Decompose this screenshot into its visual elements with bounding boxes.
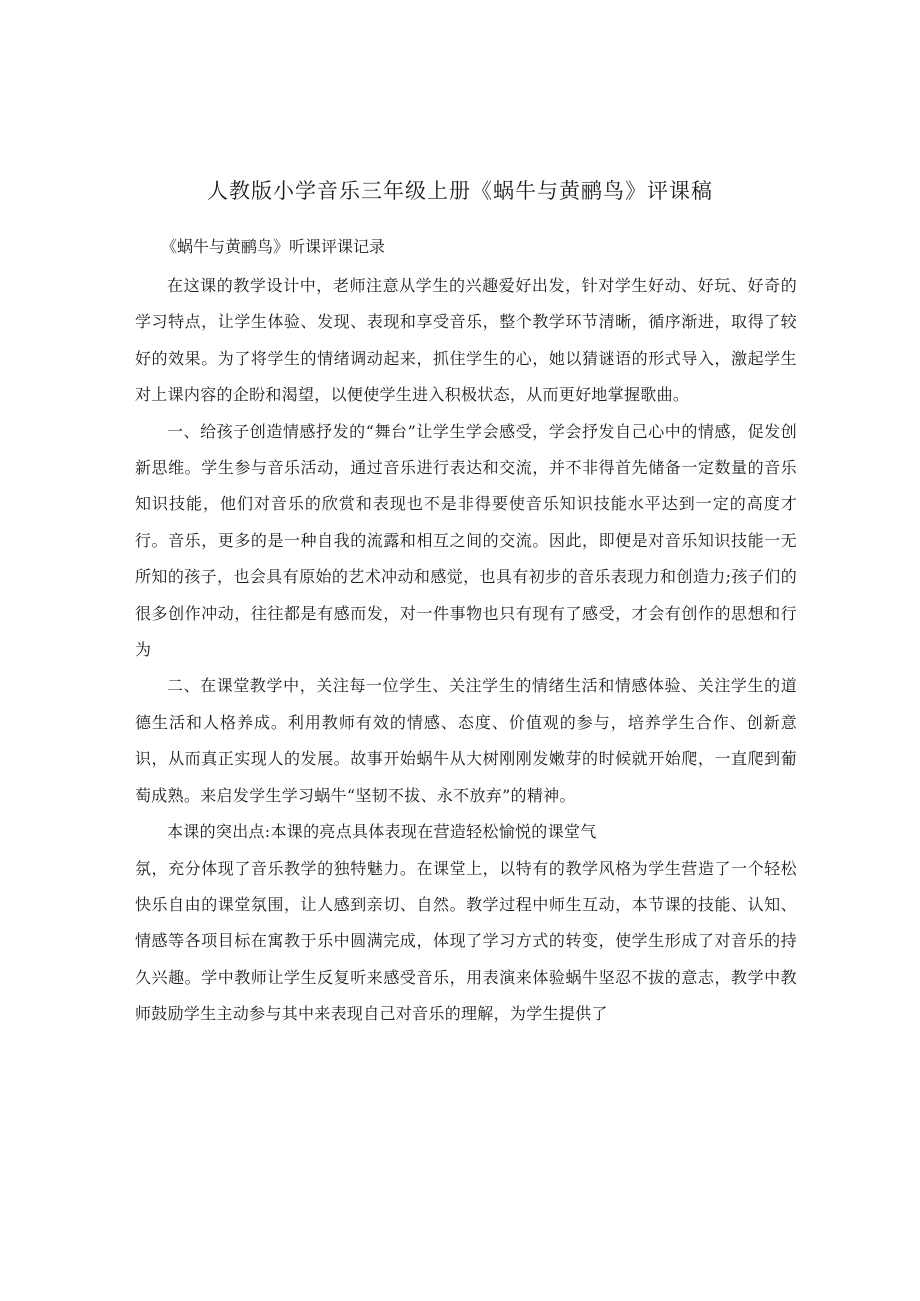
paragraph-point-one: 一、给孩子创造情感抒发的“舞台”让学生学会感受，学会抒发自己心中的情感，促发创新思维。学生参与音乐活动，通过音乐进行表达和交流，并不非得首先储备一定数量的音乐知识技能，他们对音乐的欣赏和表现也不是非得要使音乐知识技能水平达到一定的高度才行。音乐，更多的是一种自我的流露和相互之间的交流。因此，即便是对音乐知识技能一无所知的孩子，也会具有原始的艺术冲动和感觉，也具有初步的音乐表现力和创造力;孩子们的很多创作冲动，往往都是有感而发，对一件事物也只有现有了感受，才会有创作的思想和行为 [135, 421, 797, 660]
document-title: 人教版小学音乐三年级上册《蜗牛与黄鹂鸟》评课稿 [207, 179, 713, 203]
paragraph-intro: 在这课的教学设计中，老师注意从学生的兴趣爱好出发，针对学生好动、好玩、好奇的学习特点，让学生体验、发现、表现和享受音乐，整个教学环节清晰，循序渐进，取得了较好的效果。为了将学生的情绪调动起来，抓住学生的心，她以猜谜语的形式导入，激起学生对上课内容的企盼和渴望，以便使学生进入积极状态，从而更好地掌握歌曲。 [135, 276, 797, 405]
paragraph-highlight-body: 氛，充分体现了音乐教学的独特魅力。在课堂上，以特有的教学风格为学生营造了一个轻松快乐自由的课堂氛围，让人感到亲切、自然。教学过程中师生互动，本节课的技能、认知、情感等各项目标在寓教于乐中圆满完成，体现了学习方式的转变，使学生形成了对音乐的持久兴趣。学中教师让学生反复听来感受音乐，用表演来体验蜗牛坚忍不拔的意志，教学中教师鼓励学生主动参与其中来表现自己对音乐的理解，为学生提供了 [135, 858, 797, 1024]
paragraph-highlight-heading: 本课的突出点:本课的亮点具体表现在营造轻松愉悦的课堂气 [167, 822, 597, 842]
document-subtitle: 《蜗牛与黄鹂鸟》听课评课记录 [161, 237, 386, 256]
document-body [135, 232, 797, 1033]
paragraph-point-two: 二、在课堂教学中，关注每一位学生、关注学生的情绪生活和情感体验、关注学生的道德生活和人格养成。利用教师有效的情感、态度、价值观的参与，培养学生合作、创新意识，从而真正实现人的发展。故事开始蜗牛从大树刚刚发嫩芽的时候就开始爬，一直爬到葡萄成熟。来启发学生学习蜗牛“坚韧不拔、永不放弃”的精神。 [135, 676, 797, 805]
